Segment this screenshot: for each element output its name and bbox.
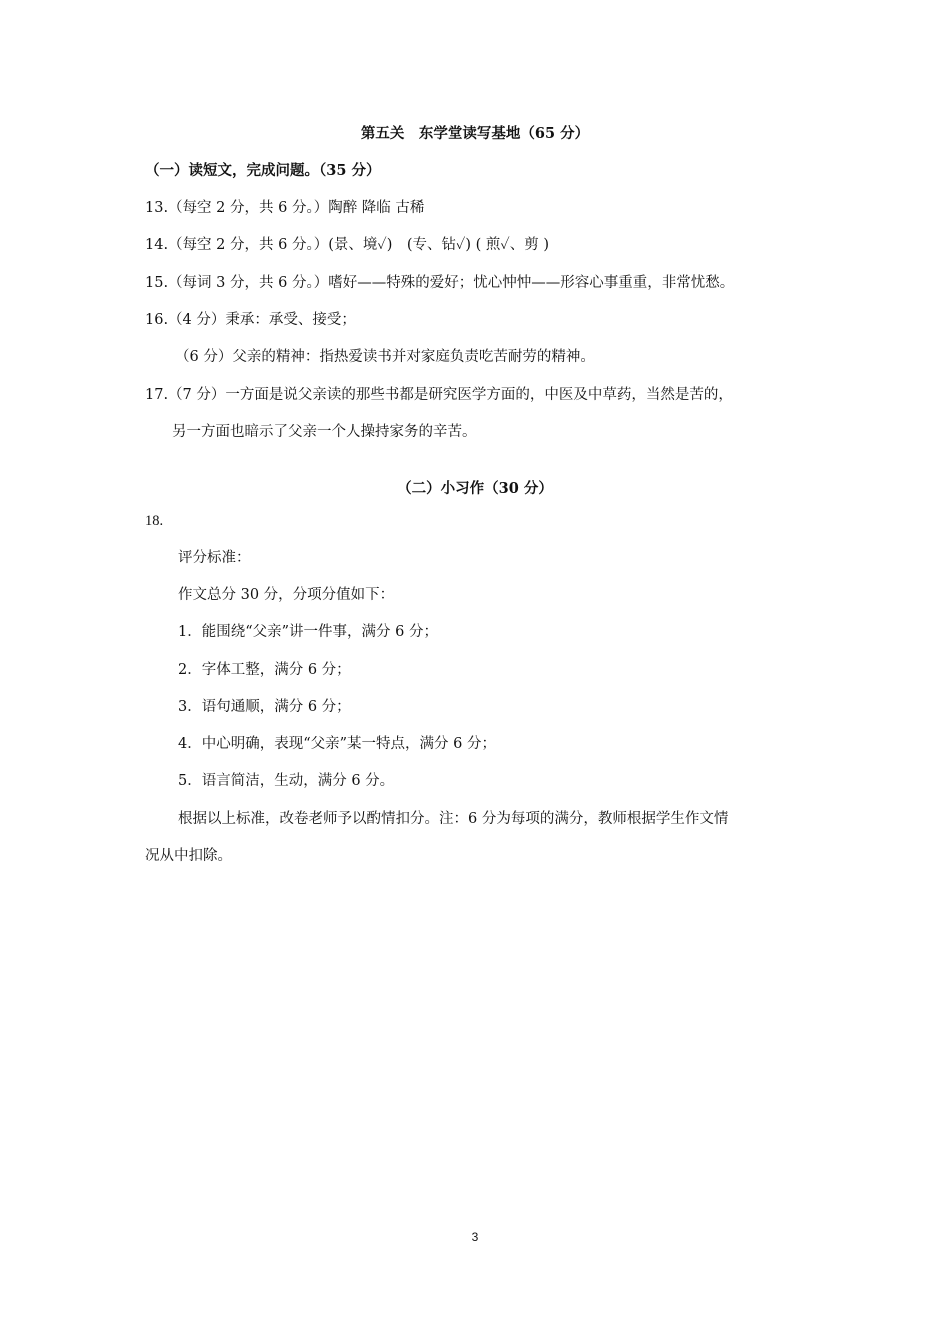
part1-heading: （一）读短文，完成问题。（35 分）: [145, 162, 381, 179]
criteria-intro: 作文总分 30 分，分项分值如下：: [178, 587, 395, 603]
criteria-item-3: 3．语句通顺，满分 6 分；: [178, 699, 351, 715]
grading-note-line1: 根据以上标准，改卷老师予以酌情扣分。注：6 分为每项的满分，教师根据学生作文情: [178, 811, 729, 827]
criteria-item-5: 5．语言简洁，生动，满分 6 分。: [178, 773, 395, 789]
answer-17-continued: 另一方面也暗示了父亲一个人操持家务的辛苦。: [172, 424, 477, 440]
answer-17: 17.（7 分）一方面是说父亲读的那些书都是研究医学方面的，中医及中草药，当然是苦的，: [145, 387, 733, 403]
part2-heading: （二）小习作（30 分）: [397, 480, 553, 497]
grading-note-line2: 况从中扣除。: [145, 848, 232, 864]
answer-16: 16.（4 分）秉承：承受、接受；: [145, 312, 356, 328]
criteria-item-1: 1．能围绕“父亲”讲一件事，满分 6 分；: [178, 624, 438, 640]
section-title: 第五关 东学堂读写基地（65 分）: [360, 125, 590, 142]
answer-15: 15.（每词 3 分，共 6 分。）嗜好——特殊的爱好；忧心忡忡——形容心事重重，非常忧愁。: [145, 275, 735, 291]
page-number: 3: [471, 1230, 479, 1244]
criteria-item-2: 2．字体工整，满分 6 分；: [178, 662, 351, 678]
criteria-item-4: 4．中心明确，表现“父亲”某一特点，满分 6 分；: [178, 736, 496, 752]
criteria-title: 评分标准：: [178, 550, 251, 566]
question-18-number: 18.: [145, 513, 164, 529]
answer-14: 14.（每空 2 分，共 6 分。）(景、境✓) (专、钻✓) ( 煎✓、剪 ): [145, 237, 550, 253]
answer-16-part2: （6 分）父亲的精神：指热爱读书并对家庭负责吃苦耐劳的精神。: [175, 349, 595, 365]
answer-13: 13.（每空 2 分，共 6 分。）陶醉 降临 古稀: [145, 200, 425, 216]
